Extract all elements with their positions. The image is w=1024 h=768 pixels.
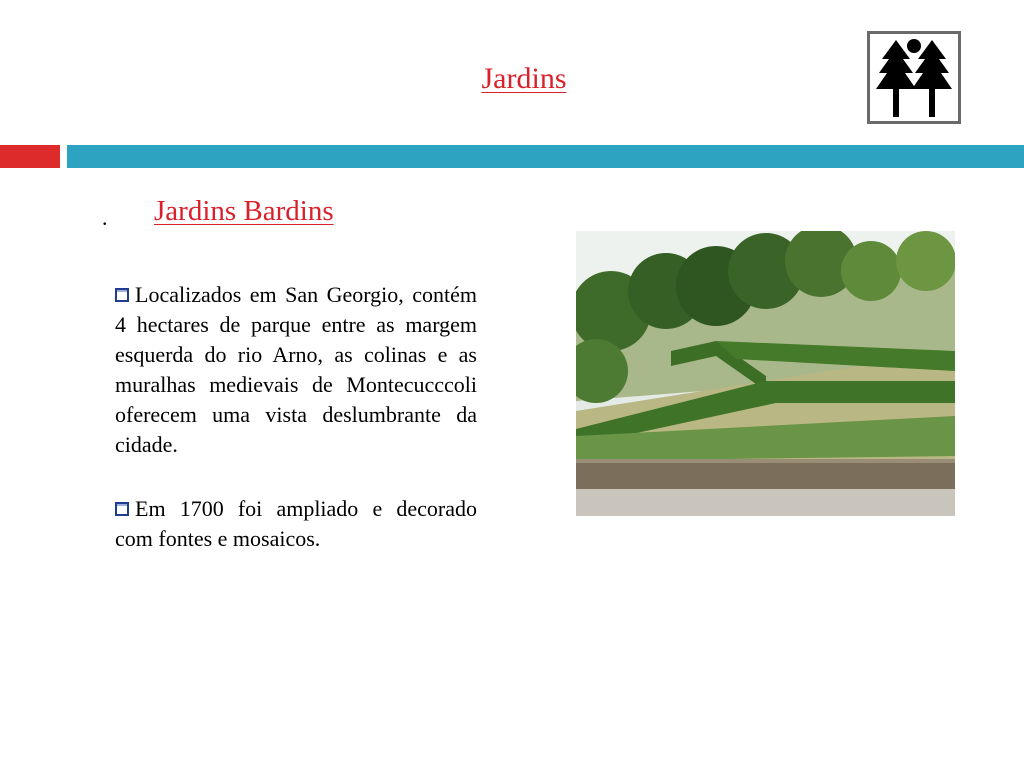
paragraph-location [115,280,477,460]
accent-bar-blue [67,145,1024,168]
stray-bullet-dot: . [102,205,108,230]
two-trees-icon [867,31,961,124]
paragraph-location-text: Localizados em San Georgio, contém 4 hectares de parque entre as margem esquerda do rio Arno, as colinas e as muralhas medievais de Montecucccoli oferecem uma vista deslumbrante da cidade. [115,282,477,457]
garden-photo [576,231,955,516]
paragraph-history [115,494,477,554]
checkbox-bullet-icon [115,502,129,516]
slide-title: Jardins [481,62,567,95]
accent-bar-red [0,145,60,168]
paragraph-history-text: Em 1700 foi ampliado e decorado com fontes e mosaicos. [115,496,477,551]
section-subtitle: Jardins Bardins [154,195,334,227]
checkbox-bullet-icon [115,288,129,302]
